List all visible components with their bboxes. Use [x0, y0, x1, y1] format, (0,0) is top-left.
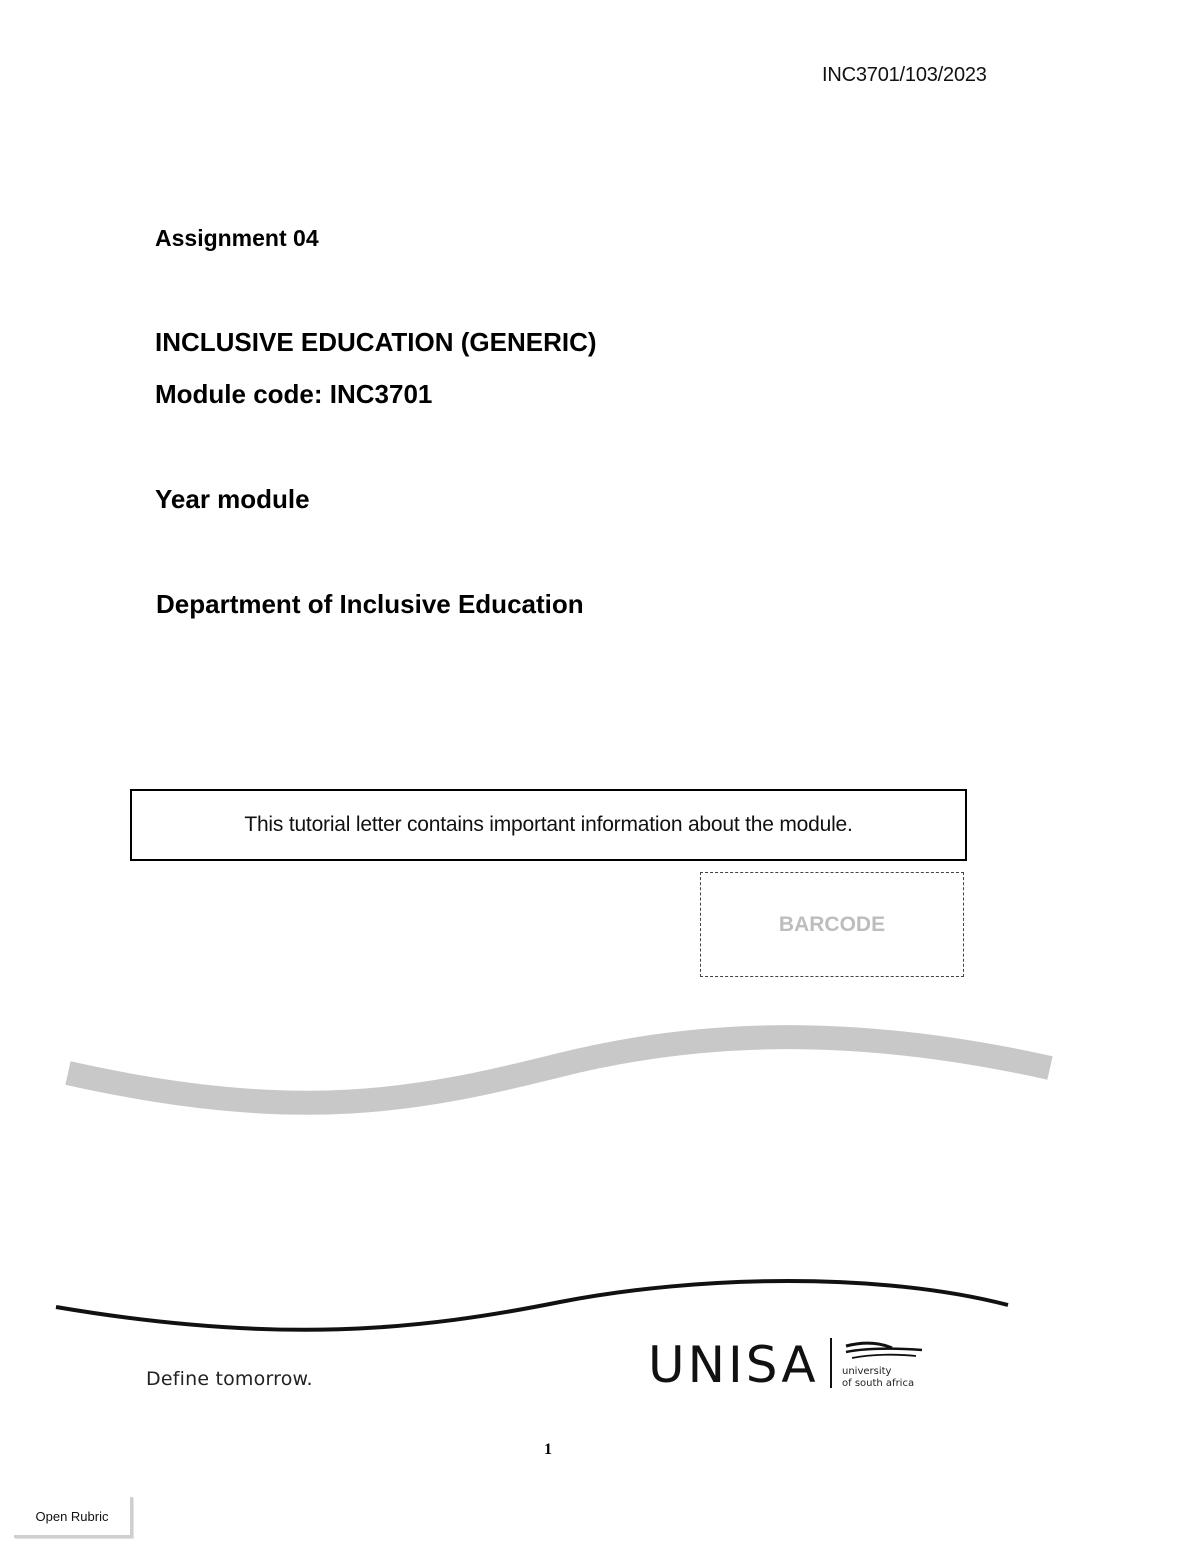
grey-wave-band: [68, 1037, 1050, 1103]
module-code: Module code: INC3701: [155, 379, 433, 409]
page-number: 1: [544, 1441, 552, 1458]
barcode-placeholder-text: BARCODE: [778, 912, 886, 936]
unisa-emblem-icon: [842, 1340, 924, 1366]
notice-text: This tutorial letter contains important information about the module.: [244, 813, 853, 836]
module-type: Year module: [155, 484, 310, 514]
assignment-number: Assignment 04: [155, 225, 319, 251]
black-wave-line: [56, 1281, 1008, 1330]
open-rubric-button[interactable]: Open Rubric: [14, 1497, 133, 1538]
logo-subtitle-line-2: of south africa: [842, 1378, 915, 1389]
slogan: Define tomorrow.: [146, 1368, 313, 1390]
module-title: INCLUSIVE EDUCATION (GENERIC): [155, 327, 597, 357]
logo-subtitle-line-1: university: [842, 1366, 892, 1377]
unisa-logo-wordmark: UNISA: [648, 1336, 819, 1394]
logo-divider: [830, 1338, 832, 1388]
department-name: Department of Inclusive Education: [156, 589, 584, 619]
document-reference: INC3701/103/2023: [822, 64, 987, 86]
